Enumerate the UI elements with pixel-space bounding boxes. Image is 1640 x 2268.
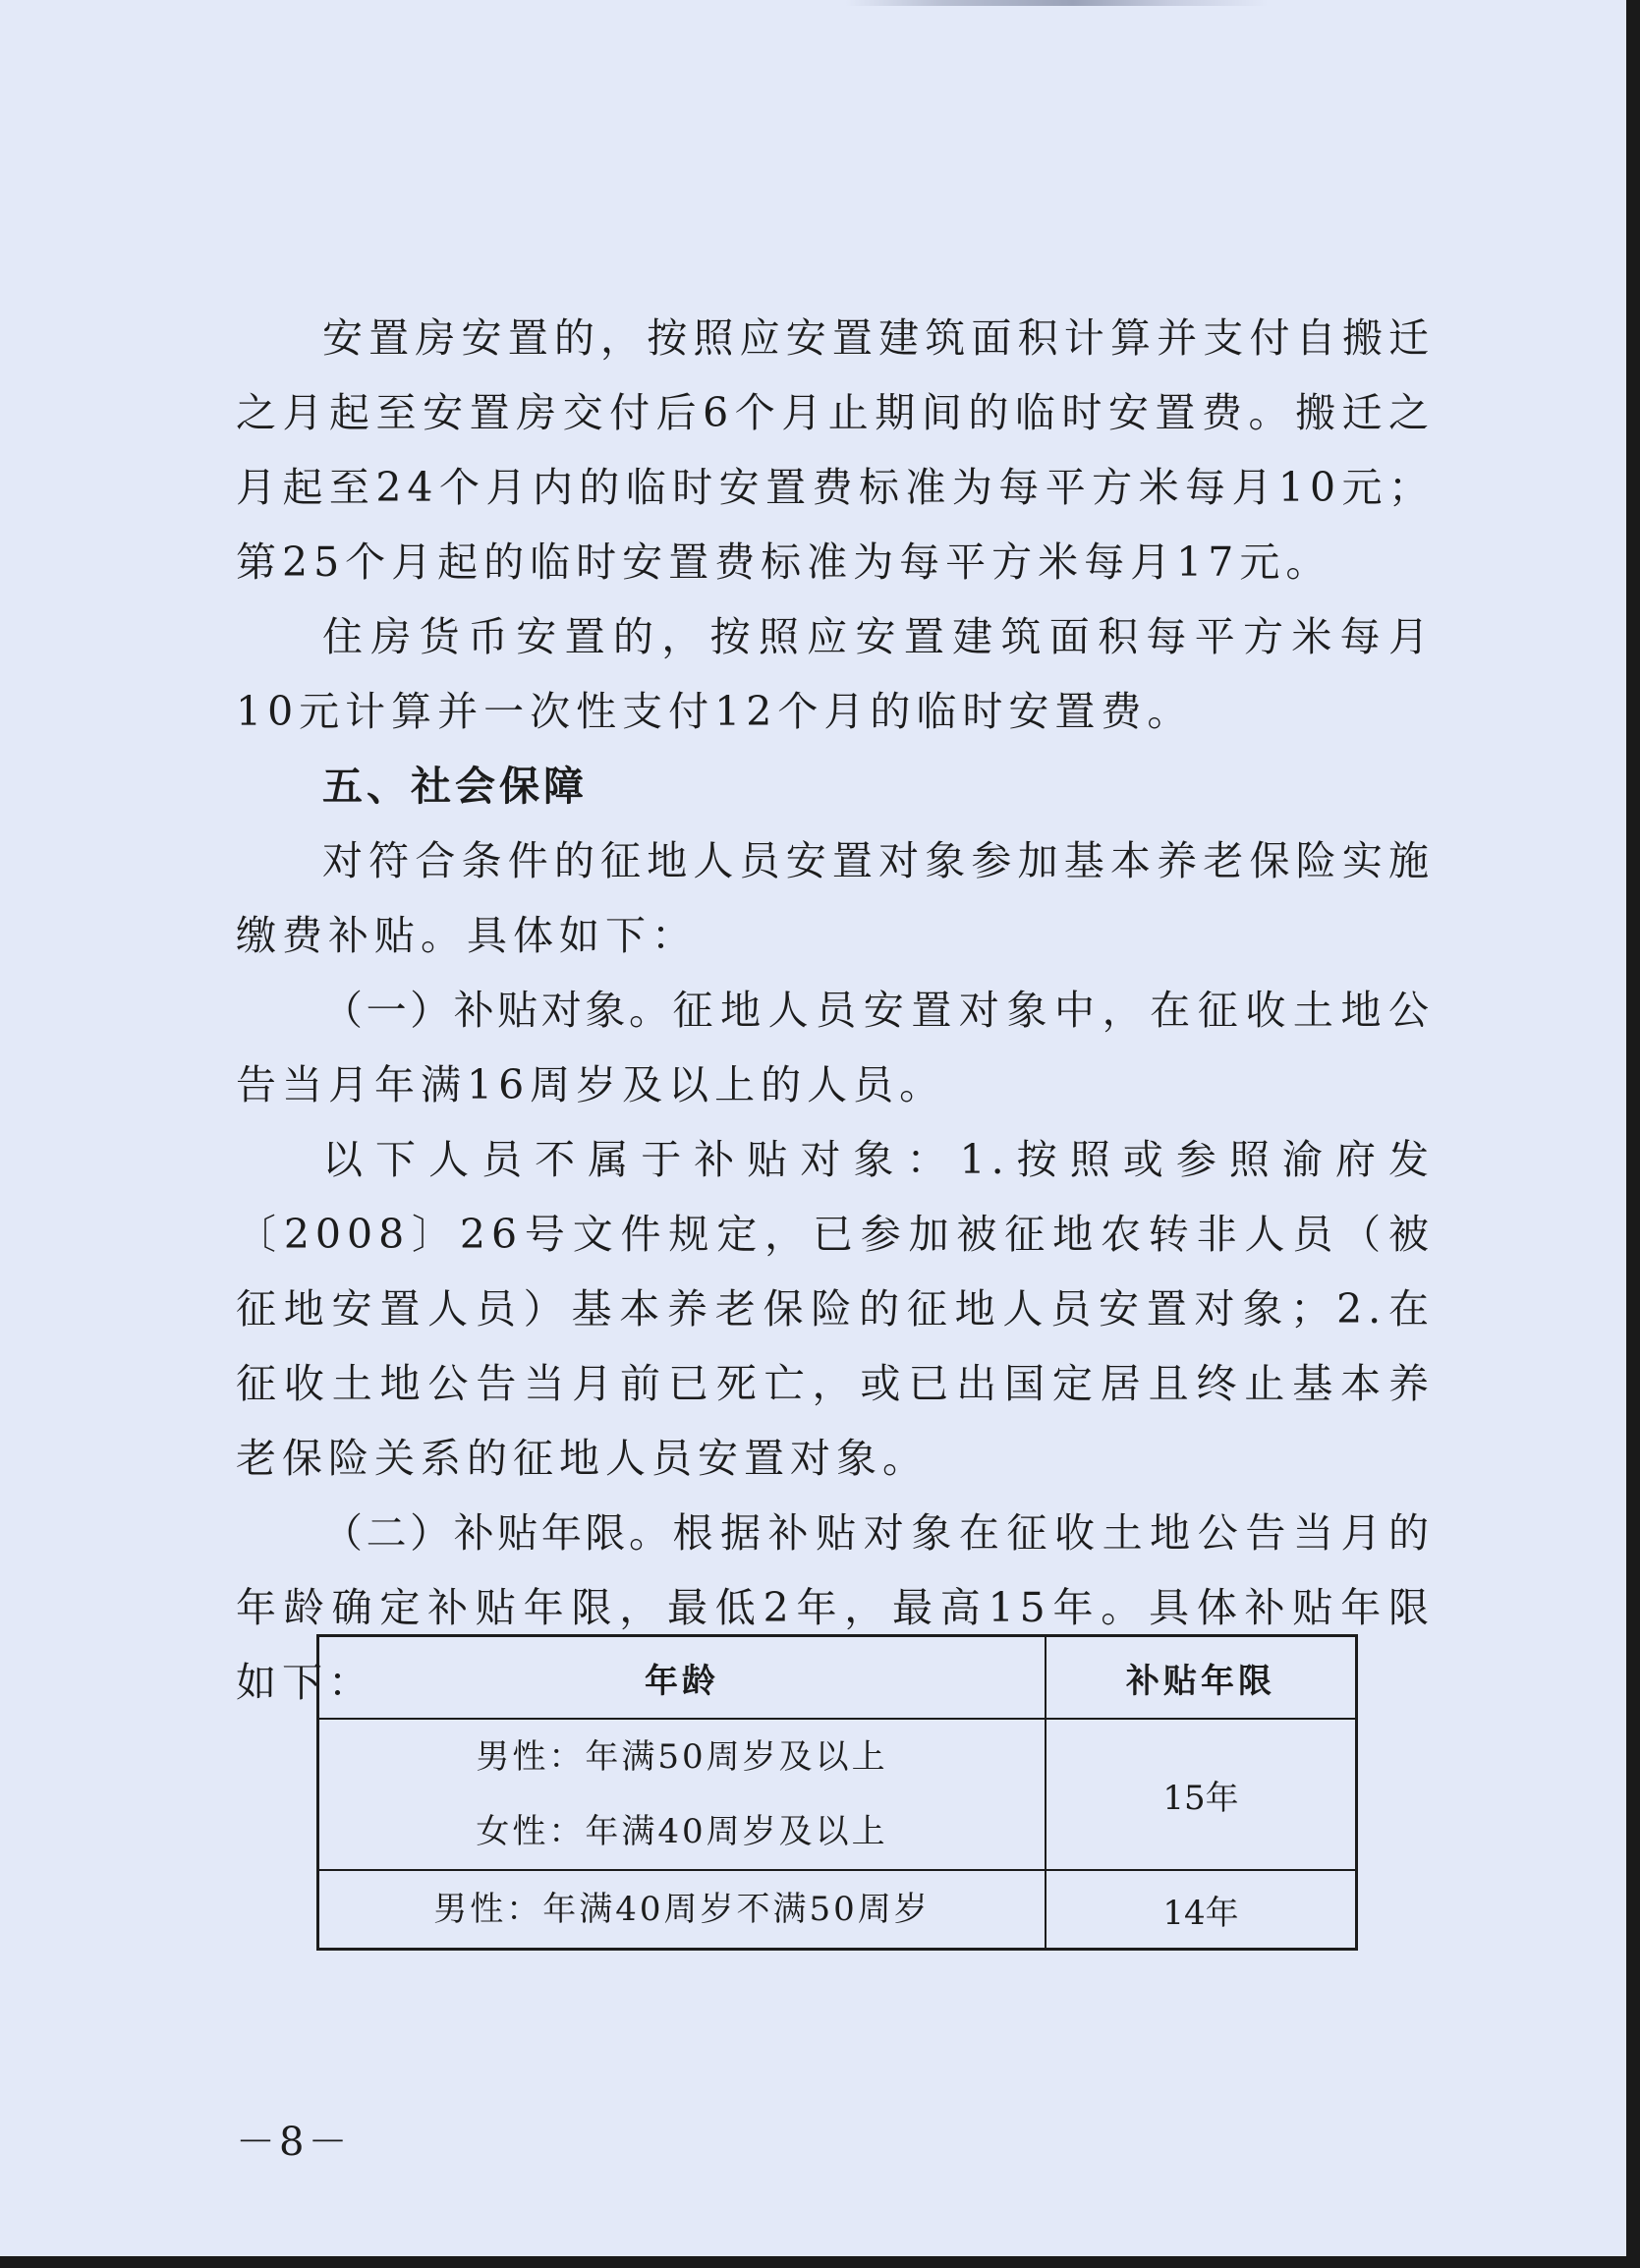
- subsidy-years-heading: （二）补贴年限。: [322, 1509, 673, 1557]
- exclusion-paragraph: 以下人员不属于补贴对象：1.按照或参照渝府发〔2008〕26号文件规定，已参加被征地农转非人员（被征地安置人员）基本养老保险的征地人员安置对象；2.在征收土地公告当月前已死亡，或已出国定居且终止基本养老保险关系的征地人员安置对象。: [236, 1136, 1435, 1482]
- table-header-years: 补贴年限: [1046, 1636, 1357, 1720]
- section-intro: 对符合条件的征地人员安置对象参加基本养老保险实施缴费补贴。具体如下：: [236, 837, 1435, 959]
- table-cell-age: [318, 1719, 1046, 1870]
- table-cell-years: 14年: [1046, 1870, 1357, 1950]
- table-cell-years: 15年: [1046, 1719, 1357, 1870]
- table-row: [318, 1719, 1357, 1870]
- subsidy-target-heading: （一）补贴对象。: [322, 987, 673, 1034]
- subsidy-target-text: 征地人员安置对象中，在征收土地公告当月年满16周岁及以上的人员。: [236, 987, 1436, 1108]
- subsidy-years-text: 根据补贴对象在征收土地公告当月的年龄确定补贴年限，最低2年，最高15年。具体补贴年限如下：: [236, 1509, 1436, 1706]
- paragraph-cash-resettlement: 住房货币安置的，按照应安置建筑面积每平方米每月10元计算并一次性支付12个月的临时安置费。: [236, 613, 1435, 735]
- age-condition: 男性：年满40周岁不满50周岁: [433, 1890, 931, 1929]
- table-header-age: 年龄: [318, 1636, 1046, 1720]
- table-header-row: [318, 1636, 1357, 1720]
- table-row: [318, 1870, 1357, 1950]
- subsidy-years-table: [316, 1634, 1358, 1947]
- paragraph-temporary-housing-fee: 安置房安置的，按照应安置建筑面积计算并支付自搬迁之月起至安置房交付后6个月止期间的临时安置费。搬迁之月起至24个月内的临时安置费标准为每平方米每月10元；第25个月起的临时安置费标准为每平方米每月17元。: [236, 314, 1435, 586]
- table-cell-age: [318, 1870, 1046, 1950]
- scan-edge-mark: [0, 0, 1626, 6]
- document-body: [236, 301, 1435, 1720]
- page-number: －8－: [236, 2120, 352, 2165]
- age-condition: 男性：年满50周岁及以上: [476, 1737, 888, 1777]
- section-heading: 五、社会保障: [322, 763, 588, 810]
- subsidy-target-paragraph: [236, 973, 1435, 1122]
- age-condition: 女性：年满40周岁及以上: [476, 1812, 888, 1851]
